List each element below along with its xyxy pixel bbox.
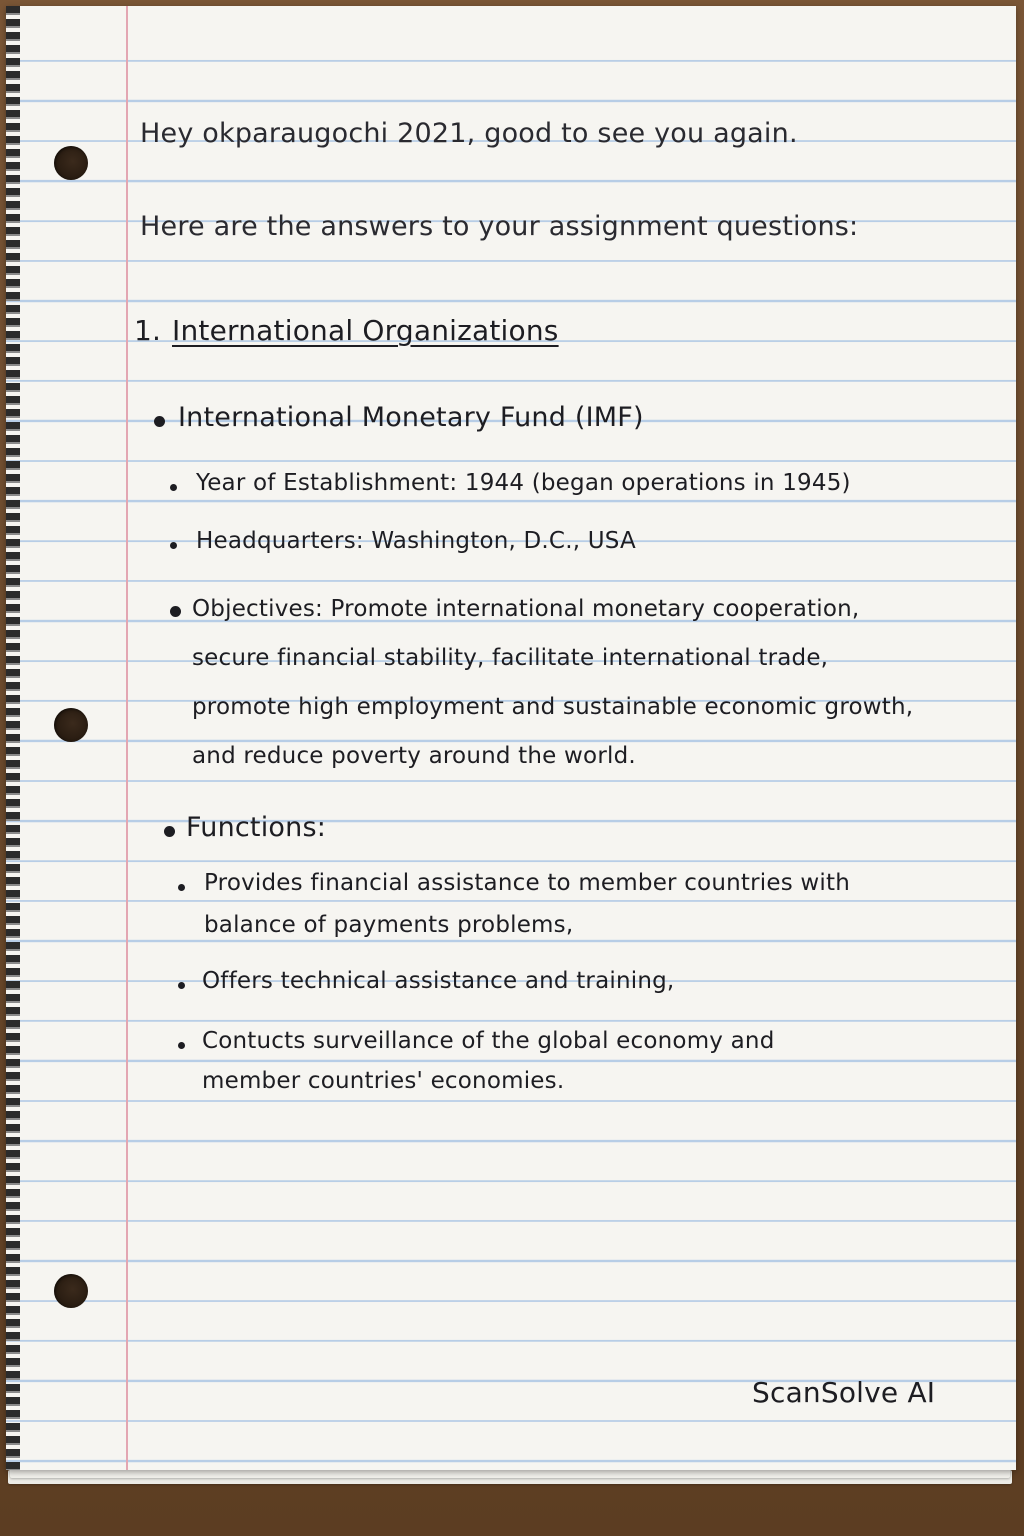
objectives-line: secure financial stability, facilitate international trade, xyxy=(192,645,829,671)
bullet-icon xyxy=(170,606,181,617)
punch-hole xyxy=(54,1274,88,1308)
headquarters: Headquarters: Washington, D.C., USA xyxy=(196,528,636,554)
org-name: International Monetary Fund (IMF) xyxy=(178,402,644,433)
objectives-line: Objectives: Promote international monetary cooperation, xyxy=(192,596,860,622)
spiral-binding xyxy=(6,6,20,1470)
intro-text: Here are the answers to your assignment questions: xyxy=(140,211,859,242)
notebook-page xyxy=(6,6,1016,1470)
bullet-icon xyxy=(178,1042,185,1049)
function-line: Offers technical assistance and training, xyxy=(202,968,675,994)
year-of-establishment: Year of Establishment: 1944 (began operations in 1945) xyxy=(196,470,851,496)
section-number: 1. xyxy=(134,314,162,347)
functions-label: Functions: xyxy=(186,812,327,843)
bullet-icon xyxy=(154,416,165,427)
bullet-icon xyxy=(170,484,177,491)
function-line: Contucts surveillance of the global economy and xyxy=(202,1028,775,1054)
greeting-text: Hey okparaugochi 2021, good to see you again. xyxy=(140,118,798,149)
punch-hole xyxy=(54,146,88,180)
bullet-icon xyxy=(164,826,175,837)
objectives-line: promote high employment and sustainable economic growth, xyxy=(192,694,914,720)
punch-hole xyxy=(54,708,88,742)
bullet-icon xyxy=(170,542,177,549)
bullet-icon xyxy=(178,884,185,891)
section-title: International Organizations xyxy=(172,314,559,347)
margin-line xyxy=(126,6,128,1470)
signature-text: ScanSolve AI xyxy=(752,1376,936,1409)
function-line: balance of payments problems, xyxy=(204,912,574,938)
function-line: member countries' economies. xyxy=(202,1068,565,1094)
function-line: Provides financial assistance to member countries with xyxy=(204,870,850,896)
bullet-icon xyxy=(178,982,185,989)
objectives-line: and reduce poverty around the world. xyxy=(192,743,636,769)
